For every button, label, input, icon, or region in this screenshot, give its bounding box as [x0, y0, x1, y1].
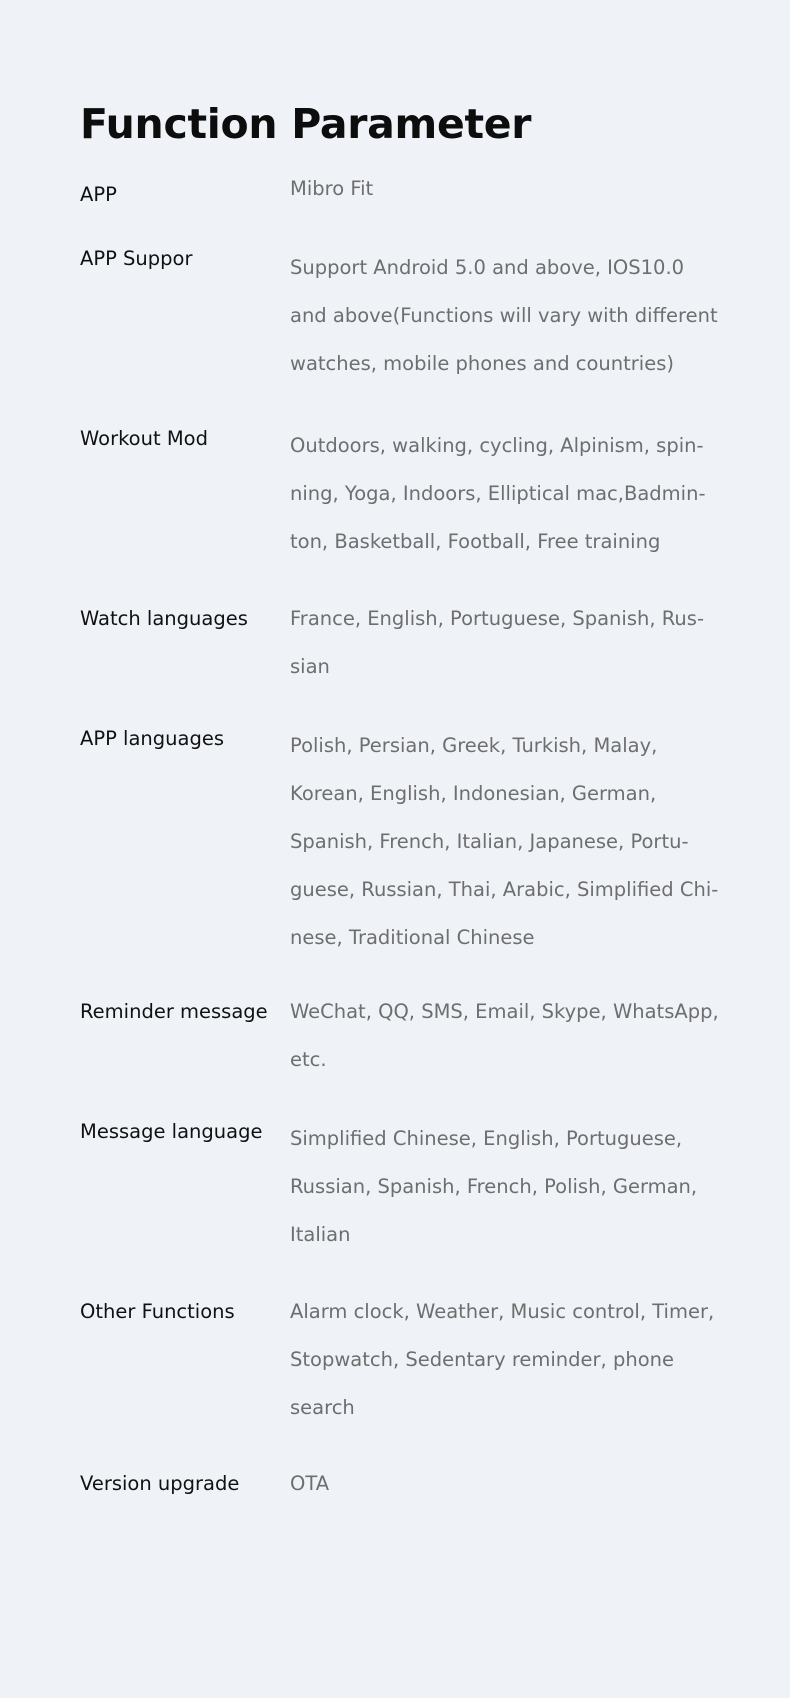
- param-label: APP languages: [80, 727, 225, 750]
- param-value: [290, 165, 720, 213]
- param-value: [290, 722, 720, 962]
- param-value-line: Simplified Chinese, English, Portuguese,: [290, 1127, 683, 1150]
- param-value-line: Alarm clock, Weather, Music control, Timer,: [290, 1300, 715, 1323]
- param-value: [290, 422, 720, 566]
- param-value: [290, 595, 720, 691]
- param-value-line: watches, mobile phones and countries): [290, 352, 674, 375]
- param-value-line: and above(Functions will vary with different: [290, 304, 718, 327]
- param-label: APP Suppor: [80, 247, 193, 270]
- param-value-line: Spanish, French, Italian, Japanese, Portu-: [290, 830, 689, 853]
- param-value-line: Mibro Fit: [290, 177, 374, 200]
- param-value: [290, 244, 720, 388]
- param-value-line: nese, Traditional Chinese: [290, 926, 535, 949]
- param-value-line: Stopwatch, Sedentary reminder, phone: [290, 1348, 674, 1371]
- param-label: Message language: [80, 1120, 263, 1143]
- param-value-line: France, English, Portuguese, Spanish, Rus-: [290, 607, 704, 630]
- param-label: Watch languages: [80, 607, 248, 630]
- param-label: Other Functions: [80, 1300, 235, 1323]
- param-value-line: Korean, English, Indonesian, German,: [290, 782, 657, 805]
- param-value: [290, 988, 720, 1084]
- param-value-line: Russian, Spanish, French, Polish, German,: [290, 1175, 698, 1198]
- param-value-line: WeChat, QQ, SMS, Email, Skype, WhatsApp,: [290, 1000, 719, 1023]
- param-value: [290, 1460, 720, 1508]
- param-value-line: OTA: [290, 1472, 330, 1495]
- param-value-line: ton, Basketball, Football, Free training: [290, 530, 661, 553]
- param-value-line: Outdoors, walking, cycling, Alpinism, spin-: [290, 434, 704, 457]
- param-label: Version upgrade: [80, 1472, 240, 1495]
- param-value-line: search: [290, 1396, 355, 1419]
- param-value-line: sian: [290, 655, 330, 678]
- param-value-line: Polish, Persian, Greek, Turkish, Malay,: [290, 734, 658, 757]
- param-value-line: Italian: [290, 1223, 351, 1246]
- param-value-line: Support Android 5.0 and above, IOS10.0: [290, 256, 685, 279]
- param-value-line: ning, Yoga, Indoors, Elliptical mac,Badmin-: [290, 482, 706, 505]
- param-label: Reminder message: [80, 1000, 268, 1023]
- page-title: Function Parameter: [80, 100, 532, 148]
- param-value: [290, 1288, 720, 1432]
- param-value-line: guese, Russian, Thai, Arabic, Simplified Chi-: [290, 878, 719, 901]
- param-label: Workout Mod: [80, 427, 208, 450]
- param-label: APP: [80, 183, 117, 206]
- param-value-line: etc.: [290, 1048, 327, 1071]
- param-value: [290, 1115, 720, 1259]
